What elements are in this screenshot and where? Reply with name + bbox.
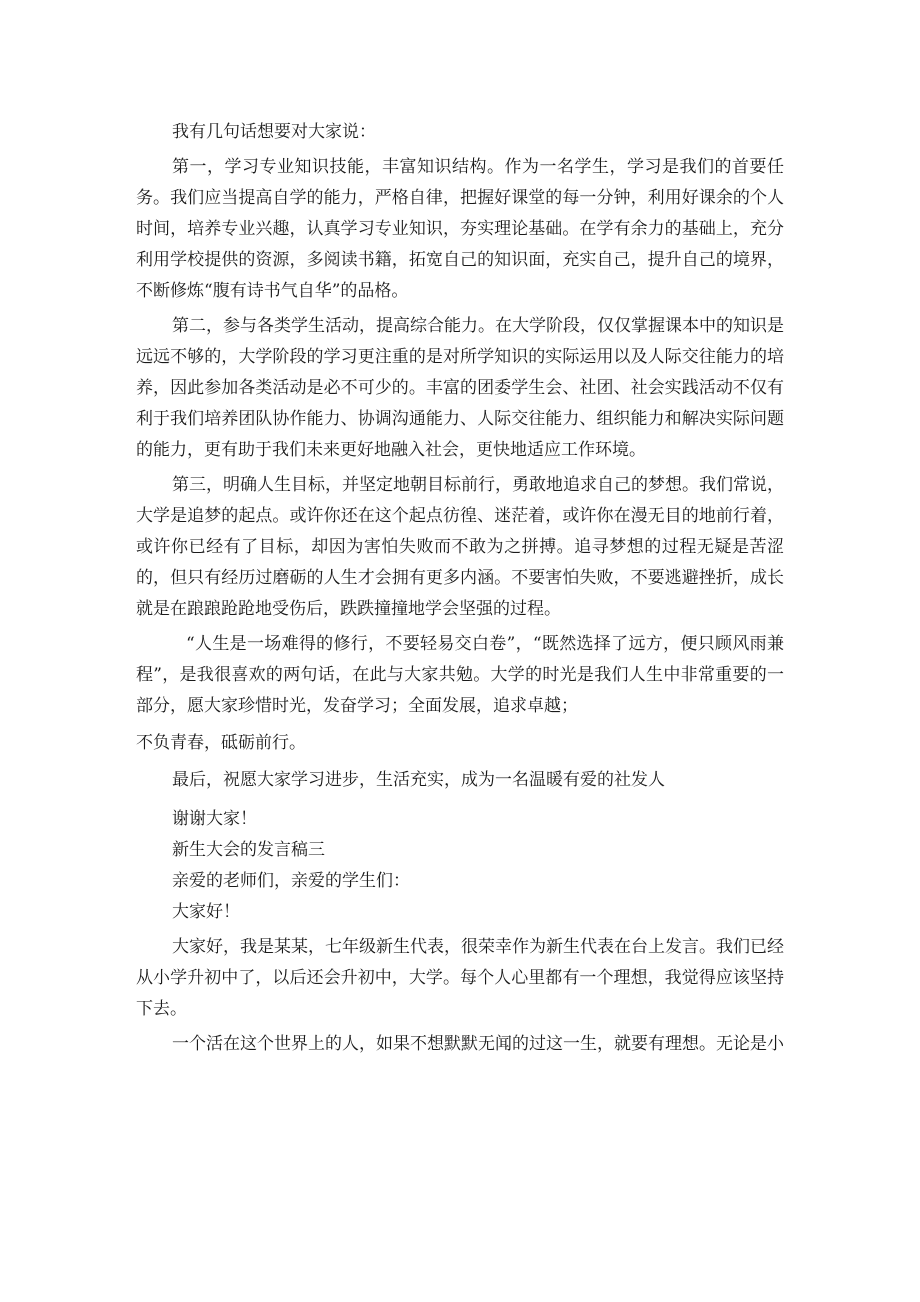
salutation-line: 亲爱的老师们，亲爱的学生们： [172,871,410,891]
greeting-line: 大家好！ [172,902,240,922]
point-two-paragraph: 第二，参与各类学生活动，提高综合能力。在大学阶段，仅仅掌握课本中的知识是远远不够的，大学阶段的学习更注重的是对所学知识的实际运用以及人际交往能力的培养，因此参加各类活动是必不可少的。丰富的团委学生会、社团、社会实践活动不仅有利于我们培养团队协作能力、协调沟通能力、人际交往能力、组织能力和解决实际问题的能力，更有助于我们未来更好地融入社会，更快地适应工作环境。 [136,316,784,460]
self-intro-paragraph: 大家好，我是某某，七年级新生代表，很荣幸作为新生代表在台上发言。我们已经从小学升初中了，以后还会升初中，大学。每个人心里都有一个理想，我觉得应该坚持下去。 [136,937,784,1019]
ideal-paragraph: 一个活在这个世界上的人，如果不想默默无闻的过这一生，就要有理想。无论是小 [172,1034,784,1054]
section-title: 新生大会的发言稿三 [172,840,325,860]
thanks-line: 谢谢大家！ [172,809,257,829]
wishes-paragraph: 最后，祝愿大家学习进步，生活充实，成为一名温暖有爱的社发人 [172,770,665,790]
quote-paragraph: “人生是一场难得的修行，不要轻易交白卷”，“既然选择了远方，便只顾风雨兼程”，是我很喜欢的两句话，在此与大家共勉。大学的时光是我们人生中非常重要的一部分，愿大家珍惜时光，发奋学习；全面发展，追求卓越； [136,634,784,716]
closing-line: 不负青春，砥砺前行。 [136,733,306,753]
point-three-paragraph: 第三，明确人生目标，并坚定地朝目标前行，勇敢地追求自己的梦想。我们常说，大学是追梦的起点。或许你还在这个起点彷徨、迷茫着，或许你在漫无目的地前行着，或许你已经有了目标，却因为害怕失败而不敢为之拼搏。追寻梦想的过程无疑是苦涩的，但只有经历过磨砺的人生才会拥有更多内涵。不要害怕失败，不要逃避挫折，成长就是在踉踉跄跄地受伤后，跌跌撞撞地学会坚强的过程。 [136,475,784,619]
document-body [136,117,784,1060]
intro-paragraph: 我有几句话想要对大家说： [172,122,376,142]
point-one-paragraph: 第一，学习专业知识技能，丰富知识结构。作为一名学生，学习是我们的首要任务。我们应当提高自学的能力，严格自律，把握好课堂的每一分钟，利用好课余的个人时间，培养专业兴趣，认真学习专业知识，夯实理论基础。在学有余力的基础上，充分利用学校提供的资源，多阅读书籍，拓宽自己的知识面，充实自己，提升自己的境界，不断修炼“腹有诗书气自华”的品格。 [136,157,784,301]
